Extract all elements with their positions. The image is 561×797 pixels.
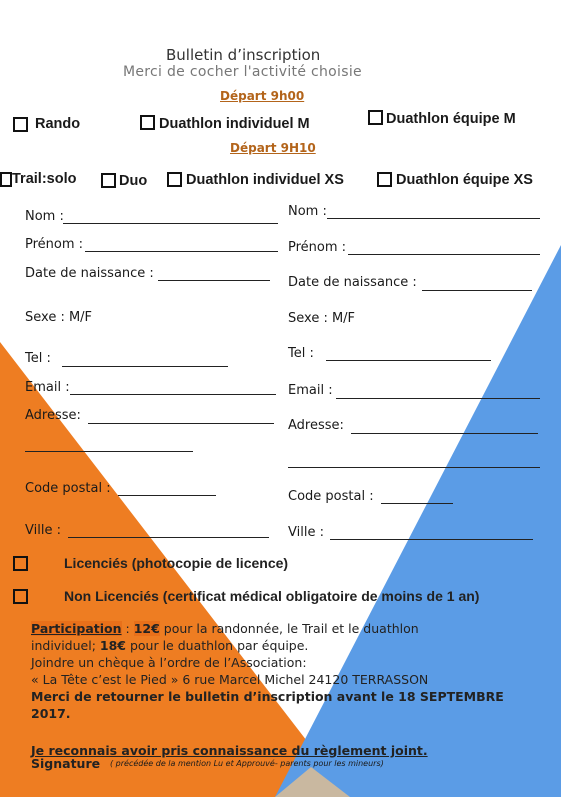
right-prenom-label: Prénom : <box>288 240 347 255</box>
left-adresse-field[interactable] <box>88 423 274 424</box>
left-cp-label: Code postal : <box>25 481 111 496</box>
right-nom-field[interactable] <box>327 218 540 219</box>
right-naissance-label: Date de naissance : <box>288 275 417 290</box>
left-cp-field[interactable] <box>118 495 216 496</box>
right-cp-field[interactable] <box>381 503 453 504</box>
duathlon-equipe-m-checkbox[interactable] <box>368 110 383 125</box>
participation-line-1-rest: pour la randonnée, le Trail et le duathlon <box>159 621 419 636</box>
duathlon-equipe-m-label: Duathlon équipe M <box>386 111 516 127</box>
non-licencies-checkbox[interactable] <box>13 589 28 604</box>
reglement-statement: Je reconnais avoir pris connaissance du règlement joint. <box>31 743 428 758</box>
signature-label: Signature <box>31 756 101 771</box>
right-email-field[interactable] <box>336 398 540 399</box>
left-adresse-label: Adresse: <box>25 408 81 423</box>
right-ville-label: Ville : <box>288 525 324 540</box>
duathlon-equipe-xs-checkbox[interactable] <box>377 172 392 187</box>
left-sexe-label: Sexe : M/F <box>25 310 93 325</box>
right-adresse-field[interactable] <box>351 433 538 434</box>
duathlon-individuel-m-checkbox[interactable] <box>140 115 155 130</box>
rando-checkbox[interactable] <box>13 117 28 132</box>
right-sexe-label: Sexe : M/F <box>288 311 356 326</box>
depart-2-label: Départ 9H10 <box>230 141 316 155</box>
participation-line-2-start: individuel; <box>31 638 100 653</box>
form-title: Bulletin d’inscription <box>166 46 321 64</box>
trail-solo-label: Trail:solo <box>12 171 77 187</box>
return-deadline-line-1: Merci de retourner le bulletin d’inscription avant le 18 SEPTEMBRE <box>31 689 504 704</box>
left-ville-label: Ville : <box>25 523 61 538</box>
rando-label: Rando <box>35 116 81 132</box>
left-email-field[interactable] <box>70 394 276 395</box>
right-email-label: Email : <box>288 383 333 398</box>
blue-triangle <box>275 245 561 797</box>
duathlon-individuel-xs-checkbox[interactable] <box>167 172 182 187</box>
licencies-label: Licenciés (photocopie de licence) <box>64 555 289 571</box>
cheque-line: Joindre un chèque à l’ordre de l’Association: <box>31 655 307 670</box>
left-prenom-field[interactable] <box>85 251 278 252</box>
left-tel-field[interactable] <box>62 366 228 367</box>
duathlon-individuel-xs-label: Duathlon individuel XS <box>186 172 344 188</box>
trail-solo-checkbox[interactable] <box>0 172 12 187</box>
duo-label: Duo <box>119 173 148 189</box>
left-email-label: Email : <box>25 380 70 395</box>
left-nom-field[interactable] <box>63 223 278 224</box>
signature-note: ( précédée de la mention Lu et Approuvé- parents pour les mineurs) <box>110 759 384 768</box>
participation-line-1 <box>31 621 419 636</box>
left-naissance-label: Date de naissance : <box>25 266 154 281</box>
participation-label: Participation <box>31 621 122 636</box>
participation-line-2-rest: pour le duathlon par équipe. <box>125 638 309 653</box>
left-tel-label: Tel : <box>25 351 51 366</box>
left-ville-field[interactable] <box>68 537 269 538</box>
duathlon-equipe-xs-label: Duathlon équipe XS <box>396 172 533 188</box>
right-nom-label: Nom : <box>288 204 327 219</box>
participation-sep: : <box>121 621 134 636</box>
duathlon-individuel-m-label: Duathlon individuel M <box>159 116 310 132</box>
left-adresse-field-2[interactable] <box>25 451 193 452</box>
form-subtitle: Merci de cocher l'activité choisie <box>123 64 362 80</box>
left-prenom-label: Prénom : <box>25 237 84 252</box>
association-address: « La Tête c’est le Pied » 6 rue Marcel Michel 24120 TERRASSON <box>31 672 429 687</box>
right-naissance-field[interactable] <box>422 290 532 291</box>
right-tel-field[interactable] <box>326 360 491 361</box>
price-team: 18€ <box>99 638 126 653</box>
right-tel-label: Tel : <box>288 346 314 361</box>
depart-1-label: Départ 9h00 <box>220 89 305 103</box>
licencies-checkbox[interactable] <box>13 556 28 571</box>
right-adresse-label: Adresse: <box>288 418 344 433</box>
right-prenom-field[interactable] <box>348 254 540 255</box>
left-naissance-field[interactable] <box>158 280 270 281</box>
return-deadline-line-2: 2017. <box>31 706 71 721</box>
right-cp-label: Code postal : <box>288 489 374 504</box>
price-individual: 12€ <box>133 621 160 636</box>
participation-line-2 <box>31 638 308 653</box>
non-licencies-label: Non Licenciés (certificat médical obligatoire de moins de 1 an) <box>64 588 480 604</box>
duo-checkbox[interactable] <box>101 173 116 188</box>
right-adresse-field-2[interactable] <box>288 467 540 468</box>
right-ville-field[interactable] <box>330 539 533 540</box>
left-nom-label: Nom : <box>25 209 64 224</box>
